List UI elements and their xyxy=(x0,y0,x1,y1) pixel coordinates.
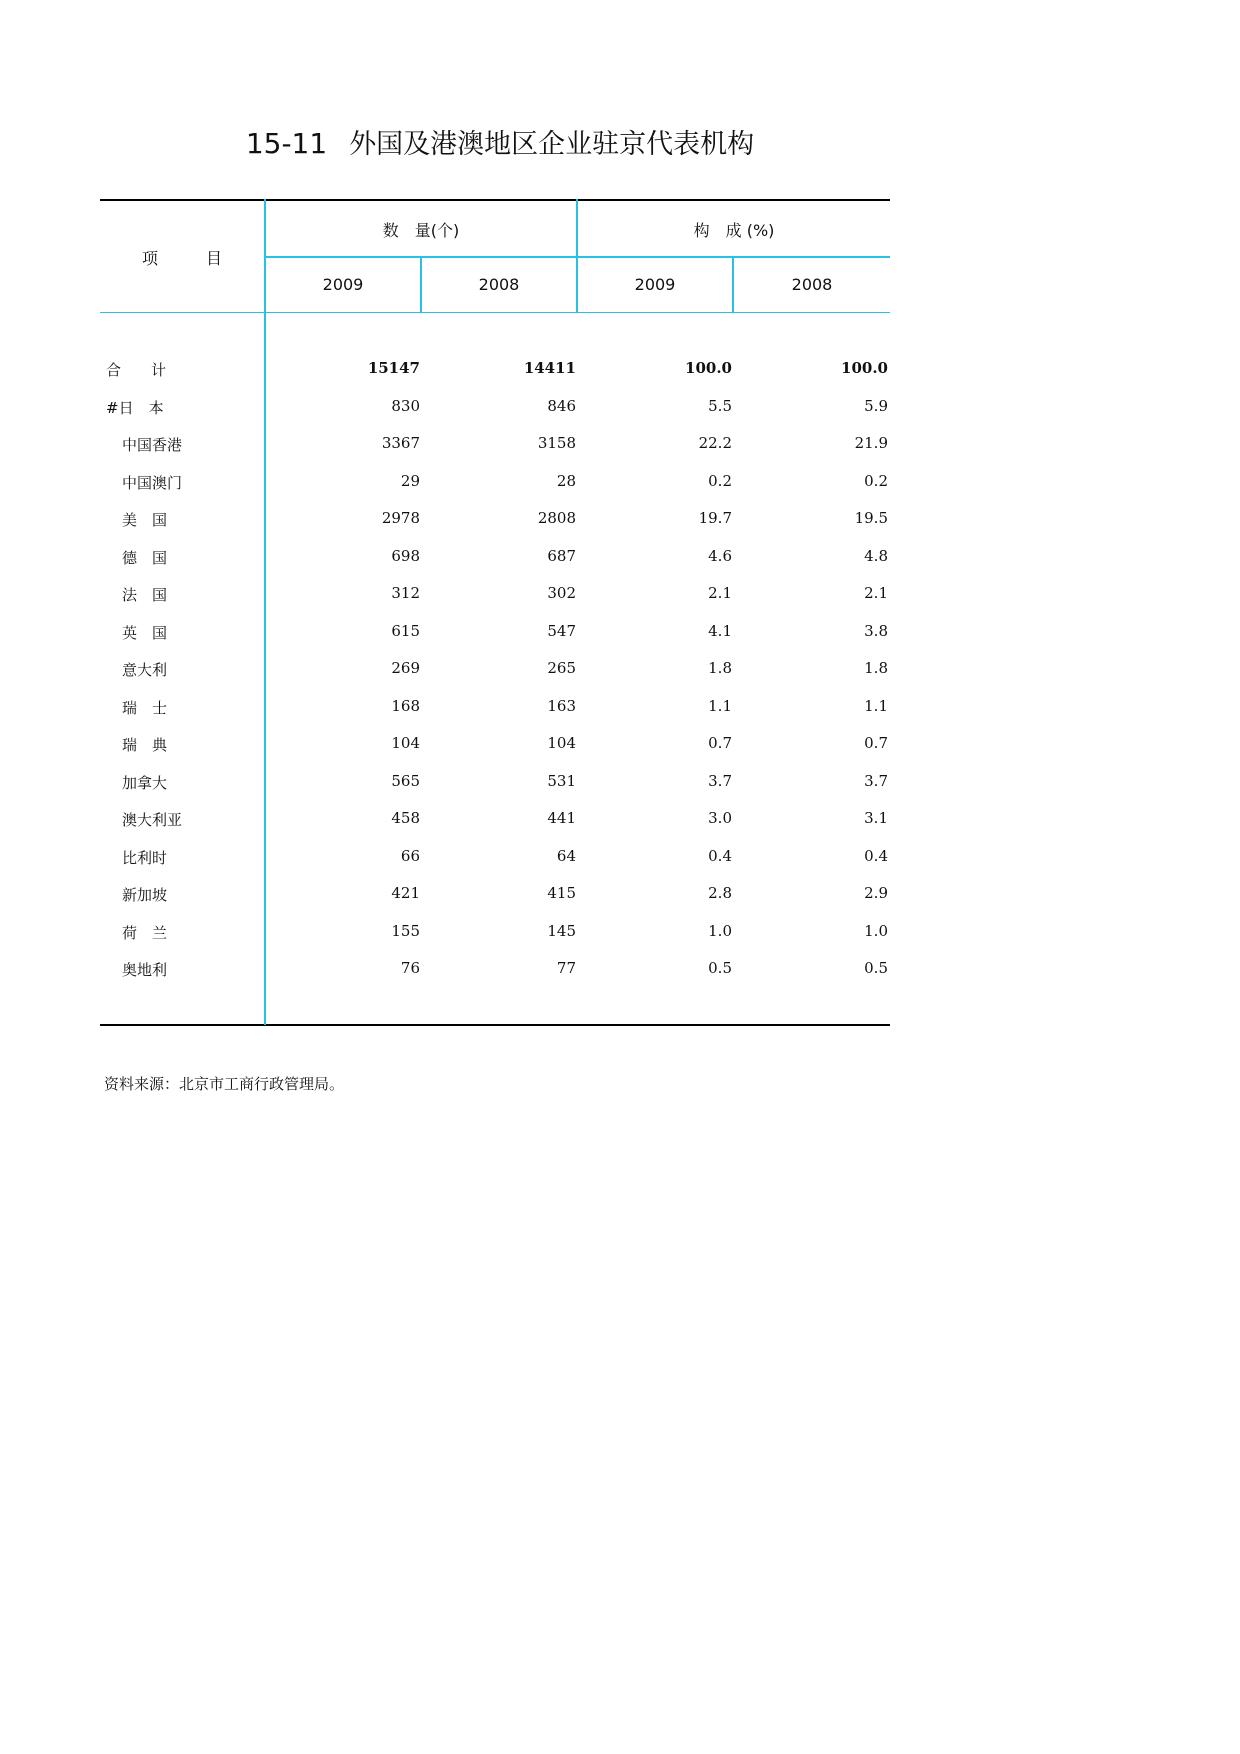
table-row xyxy=(100,426,890,460)
row-value: 15147 xyxy=(367,359,420,377)
row-label: #日 本 xyxy=(106,398,164,417)
table-row xyxy=(100,651,890,685)
row-value: 168 xyxy=(391,696,420,715)
row-label: 美 国 xyxy=(122,511,168,529)
row-value: 687 xyxy=(547,546,576,565)
row-value: 1.0 xyxy=(708,921,732,940)
row-value: 3.1 xyxy=(864,809,888,827)
row-value: 19.5 xyxy=(854,509,888,527)
row-value: 2.9 xyxy=(864,884,888,902)
row-label: 奥地利 xyxy=(122,961,168,979)
row-value: 2.1 xyxy=(864,584,888,602)
row-value: 441 xyxy=(547,809,576,827)
row-value: 302 xyxy=(547,584,576,602)
table-title-text: 外国及港澳地区企业驻京代表机构 xyxy=(349,129,755,160)
row-value: 458 xyxy=(391,809,420,827)
table-row xyxy=(100,801,890,835)
row-value: 3.7 xyxy=(708,771,732,790)
table-row xyxy=(100,689,890,723)
row-value: 66 xyxy=(400,846,420,865)
header-bottom-rule xyxy=(100,312,890,313)
row-value: 145 xyxy=(547,921,576,940)
table-row xyxy=(100,764,890,798)
row-value: 615 xyxy=(391,621,420,640)
row-value: 1.8 xyxy=(864,659,888,677)
row-label: 英 国 xyxy=(122,623,168,642)
row-value: 698 xyxy=(391,546,420,565)
row-label: 荷 兰 xyxy=(122,923,168,942)
row-value: 100.0 xyxy=(841,359,888,377)
table-number: 15-11 xyxy=(245,127,328,160)
row-value: 565 xyxy=(391,771,420,790)
row-value: 14411 xyxy=(523,359,576,377)
composition-header: 构 成 (%) xyxy=(693,221,775,240)
row-value: 3.0 xyxy=(708,809,732,827)
row-value: 2.8 xyxy=(708,884,732,902)
row-label: 瑞 典 xyxy=(122,736,168,754)
row-label: 合 计 xyxy=(106,361,167,379)
table-row xyxy=(100,576,890,610)
table-row xyxy=(100,539,890,573)
table-row xyxy=(100,614,890,648)
row-value: 312 xyxy=(391,584,420,602)
row-value: 21.9 xyxy=(854,434,888,452)
table-row xyxy=(100,951,890,985)
row-value: 0.2 xyxy=(864,471,888,490)
row-value: 29 xyxy=(400,471,420,490)
row-value: 3.7 xyxy=(864,771,888,790)
table-row xyxy=(100,876,890,910)
table-row xyxy=(100,464,890,498)
row-value: 19.7 xyxy=(698,509,732,527)
year-header: 2009 xyxy=(322,275,364,294)
table-row xyxy=(100,389,890,423)
row-value: 830 xyxy=(391,396,420,415)
row-value: 3.8 xyxy=(864,621,888,640)
row-label: 比利时 xyxy=(122,848,168,867)
row-value: 1.1 xyxy=(708,696,732,715)
row-value: 0.2 xyxy=(708,471,732,490)
row-value: 3158 xyxy=(537,434,576,452)
table-row xyxy=(100,726,890,760)
row-value: 100.0 xyxy=(685,359,732,377)
row-value: 155 xyxy=(391,921,420,940)
row-value: 76 xyxy=(400,959,420,977)
row-value: 4.8 xyxy=(864,546,888,565)
row-value: 1.8 xyxy=(708,659,732,677)
row-label: 意大利 xyxy=(122,661,168,679)
row-value: 2978 xyxy=(381,509,420,527)
row-value: 0.4 xyxy=(708,846,732,865)
row-label: 中国澳门 xyxy=(122,473,183,492)
row-value: 163 xyxy=(547,696,576,715)
row-value: 421 xyxy=(391,884,420,902)
table-row xyxy=(100,501,890,535)
row-value: 4.1 xyxy=(708,621,732,640)
row-label: 加拿大 xyxy=(122,773,168,792)
row-value: 547 xyxy=(547,621,576,640)
item-header: 项 目 xyxy=(141,249,222,268)
row-value: 846 xyxy=(547,396,576,415)
row-value: 265 xyxy=(547,659,576,677)
row-label: 德 国 xyxy=(122,548,168,567)
row-value: 269 xyxy=(391,659,420,677)
row-value: 77 xyxy=(556,959,576,977)
row-value: 2808 xyxy=(537,509,576,527)
bottom-rule xyxy=(100,1024,890,1026)
row-label: 法 国 xyxy=(122,586,168,604)
table-title xyxy=(0,122,1000,161)
year-header: 2009 xyxy=(634,275,676,294)
source-note: 资料来源：北京市工商行政管理局。 xyxy=(104,1075,345,1093)
row-value: 3367 xyxy=(381,434,420,452)
row-value: 531 xyxy=(547,771,576,790)
row-value: 5.9 xyxy=(864,396,888,415)
row-value: 104 xyxy=(391,734,420,752)
row-label: 澳大利亚 xyxy=(122,811,183,829)
row-label: 中国香港 xyxy=(122,436,183,454)
year-header: 2008 xyxy=(791,275,833,294)
year-header: 2008 xyxy=(478,275,520,294)
row-value: 4.6 xyxy=(708,546,732,565)
row-label: 新加坡 xyxy=(122,886,168,904)
row-label: 瑞 士 xyxy=(122,698,168,717)
row-value: 0.7 xyxy=(708,734,732,752)
row-value: 2.1 xyxy=(708,584,732,602)
group-divider xyxy=(576,199,578,313)
row-value: 1.0 xyxy=(864,921,888,940)
row-value: 104 xyxy=(547,734,576,752)
row-value: 1.1 xyxy=(864,696,888,715)
table-row xyxy=(100,839,890,873)
row-value: 0.5 xyxy=(708,959,732,977)
row-value: 0.7 xyxy=(864,734,888,752)
table-row xyxy=(100,351,890,385)
row-value: 415 xyxy=(547,884,576,902)
top-rule xyxy=(100,199,890,201)
row-value: 0.5 xyxy=(864,959,888,977)
row-value: 5.5 xyxy=(708,396,732,415)
row-value: 0.4 xyxy=(864,846,888,865)
row-value: 22.2 xyxy=(698,434,732,452)
quantity-header: 数 量(个) xyxy=(382,221,460,240)
row-value: 64 xyxy=(556,846,576,865)
table-row xyxy=(100,914,890,948)
row-value: 28 xyxy=(556,471,576,490)
